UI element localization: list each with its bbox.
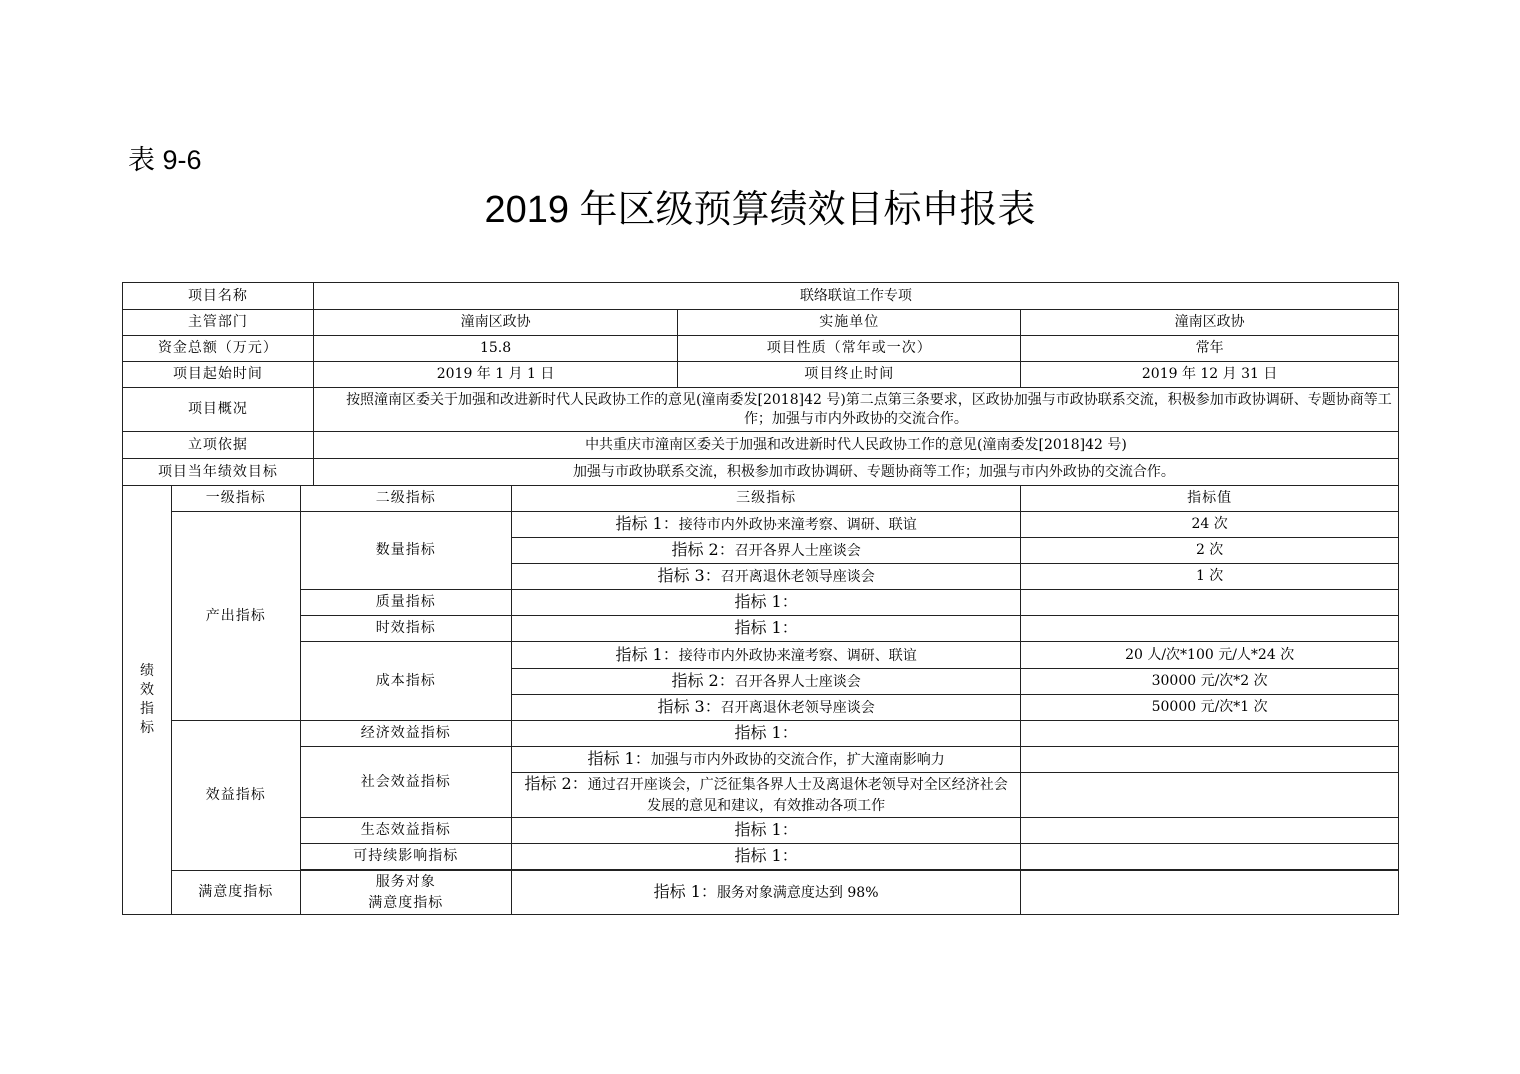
row-funding — [123, 336, 1399, 362]
timeliness-indicator-1: 指标 1： — [511, 616, 1020, 642]
level2-header: 二级指标 — [300, 486, 511, 512]
overview-label: 项目概况 — [123, 388, 314, 432]
quantity-indicator-3-value: 1 次 — [1021, 564, 1399, 590]
sustainable-indicator-label: 可持续影响指标 — [300, 844, 511, 870]
document-title: 2019 年区级预算绩效目标申报表 — [484, 189, 1036, 231]
economic-indicator-1-value — [1021, 721, 1399, 747]
level3-header: 三级指标 — [511, 486, 1020, 512]
department-value: 潼南区政协 — [313, 310, 677, 336]
performance-indicators-side-label: 绩效指标 — [123, 486, 172, 915]
ecological-indicator-1: 指标 1： — [511, 818, 1020, 844]
project-nature-value: 常年 — [1021, 336, 1399, 362]
overview-value: 按照潼南区委关于加强和改进新时代人民政协工作的意见(潼南委发[2018]42 号)第二点第三条要求，区政协加强与市政协联系交流，积极参加市政协调研、专题协商等工作；加强与市内外政协的交流合作。 — [313, 388, 1398, 432]
quantity-indicator-2-value: 2 次 — [1021, 538, 1399, 564]
quality-indicator-1-value — [1021, 590, 1399, 616]
quantity-indicator-1-value: 24 次 — [1021, 512, 1399, 538]
start-time-label: 项目起始时间 — [123, 362, 314, 388]
cost-indicator-2: 指标 2：召开各界人士座谈会 — [511, 669, 1020, 695]
project-nature-label: 项目性质（常年或一次） — [678, 336, 1021, 362]
social-indicator-2: 指标 2：通过召开座谈会，广泛征集各界人士及离退休老领导对全区经济社会发展的意见和建议，有效推动各项工作 — [511, 773, 1020, 818]
indicator-value-header: 指标值 — [1021, 486, 1399, 512]
cost-indicator-3-value: 50000 元/次*1 次 — [1021, 695, 1399, 721]
cost-indicator-2-value: 30000 元/次*2 次 — [1021, 669, 1399, 695]
budget-performance-table — [122, 282, 1399, 915]
row-basis — [123, 432, 1399, 459]
quality-indicator-1: 指标 1： — [511, 590, 1020, 616]
level1-header: 一级指标 — [171, 486, 300, 512]
row-project-name — [123, 283, 1399, 310]
ecological-indicator-1-value — [1021, 818, 1399, 844]
economic-indicator-label: 经济效益指标 — [300, 721, 511, 747]
quality-indicator-label: 质量指标 — [300, 590, 511, 616]
start-time-value: 2019 年 1 月 1 日 — [313, 362, 677, 388]
social-indicator-1-value — [1021, 747, 1399, 773]
table-row — [123, 590, 1399, 616]
table-row — [123, 844, 1399, 870]
satisfaction-indicator-1-value — [1021, 871, 1399, 915]
cost-indicator-1: 指标 1：接待市内外政协来潼考察、调研、联谊 — [511, 642, 1020, 669]
table-row — [123, 871, 1399, 915]
basis-label: 立项依据 — [123, 432, 314, 459]
table-row — [123, 818, 1399, 844]
quantity-indicator-3: 指标 3：召开离退休老领导座谈会 — [511, 564, 1020, 590]
benefit-indicator-label: 效益指标 — [171, 721, 300, 871]
social-indicator-label: 社会效益指标 — [300, 747, 511, 818]
service-satisfaction-label: 服务对象 满意度指标 — [300, 871, 511, 915]
quantity-indicator-2: 指标 2：召开各界人士座谈会 — [511, 538, 1020, 564]
annual-goal-value: 加强与市政协联系交流，积极参加市政协调研、专题协商等工作；加强与市内外政协的交流合作。 — [313, 459, 1398, 486]
implementing-unit-label: 实施单位 — [678, 310, 1021, 336]
end-time-label: 项目终止时间 — [678, 362, 1021, 388]
satisfaction-indicator-label: 满意度指标 — [171, 871, 300, 915]
cost-indicator-1-value: 20 人/次*100 元/人*24 次 — [1021, 642, 1399, 669]
row-overview — [123, 388, 1399, 432]
department-label: 主管部门 — [123, 310, 314, 336]
timeliness-indicator-label: 时效指标 — [300, 616, 511, 642]
fund-total-label: 资金总额（万元） — [123, 336, 314, 362]
project-name-value: 联络联谊工作专项 — [313, 283, 1398, 310]
table-row — [123, 616, 1399, 642]
social-indicator-2-value — [1021, 773, 1399, 818]
project-name-label: 项目名称 — [123, 283, 314, 310]
sustainable-indicator-1: 指标 1： — [511, 844, 1020, 870]
table-row — [123, 642, 1399, 669]
timeliness-indicator-1-value — [1021, 616, 1399, 642]
basis-value: 中共重庆市潼南区委关于加强和改进新时代人民政协工作的意见(潼南委发[2018]42 号) — [313, 432, 1398, 459]
table-number: 表 9-6 — [128, 145, 202, 175]
economic-indicator-1: 指标 1： — [511, 721, 1020, 747]
cost-indicator-label: 成本指标 — [300, 642, 511, 721]
table-row — [123, 721, 1399, 747]
quantity-indicator-label: 数量指标 — [300, 512, 511, 590]
table-row — [123, 747, 1399, 773]
cost-indicator-3: 指标 3：召开离退休老领导座谈会 — [511, 695, 1020, 721]
social-indicator-1: 指标 1：加强与市内外政协的交流合作，扩大潼南影响力 — [511, 747, 1020, 773]
row-department — [123, 310, 1399, 336]
satisfaction-indicator-1: 指标 1：服务对象满意度达到 98% — [511, 871, 1020, 915]
row-period — [123, 362, 1399, 388]
fund-total-value: 15.8 — [313, 336, 677, 362]
output-indicator-label: 产出指标 — [171, 512, 300, 721]
row-annual-goal — [123, 459, 1399, 486]
end-time-value: 2019 年 12 月 31 日 — [1021, 362, 1399, 388]
row-indicator-header — [123, 486, 1399, 512]
annual-goal-label: 项目当年绩效目标 — [123, 459, 314, 486]
table-row — [123, 512, 1399, 538]
ecological-indicator-label: 生态效益指标 — [300, 818, 511, 844]
implementing-unit-value: 潼南区政协 — [1021, 310, 1399, 336]
sustainable-indicator-1-value — [1021, 844, 1399, 870]
quantity-indicator-1: 指标 1：接待市内外政协来潼考察、调研、联谊 — [511, 512, 1020, 538]
